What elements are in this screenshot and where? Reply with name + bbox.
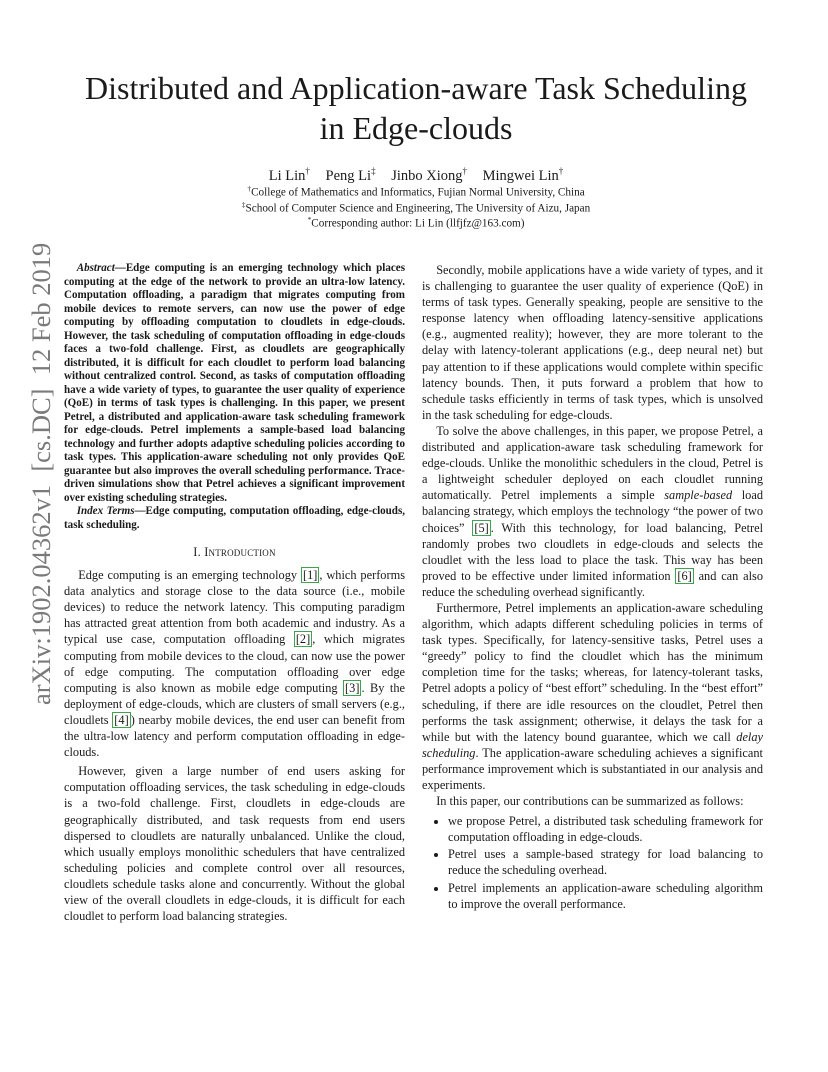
citation-link[interactable]: [3] (345, 680, 360, 695)
author: Jinbo Xiong† (391, 166, 467, 184)
list-item: • Petrel implements an application-aware scheduling algorithm to improve the overall performance. (448, 880, 763, 912)
title-line-2: in Edge-clouds (319, 110, 513, 146)
author: Peng Li‡ (325, 166, 376, 184)
citation-link[interactable]: [4] (114, 712, 129, 727)
arxiv-stamp-text: arXiv:1902.04362v1 [cs.DC] 12 Feb 2019 (26, 242, 56, 705)
corresponding-author: *Corresponding author: Li Lin (llfjfz@163.com) (307, 215, 525, 230)
intro-paragraph-3: Secondly, mobile applications have a wide variety of types, and it is challenging to guarantee the user quality of experience (QoE) in terms of task types. Generally speaking, people are sensitive to the response latency when offloading latency-sensitive applications (e.g., augmented reality); however, they are more tolerant to the delay with latency-tolerant applications (e.g., deep neural net) but pay attention to if these applications would complete within specific latency bounds. Then, it puts forward a problem that how to schedule tasks efficiently in terms of task types, which is unsolved in the task scheduling for edge-clouds. (422, 263, 763, 422)
author: Mingwei Lin† (482, 166, 564, 184)
title-line-1: Distributed and Application-aware Task Scheduling (85, 70, 747, 106)
citation-link[interactable]: [6] (677, 568, 692, 583)
abstract (64, 262, 405, 532)
author: Li Lin† (268, 166, 310, 184)
abstract-label: Abstract (76, 262, 115, 274)
intro-paragraph-5: Furthermore, Petrel implements an application-aware scheduling algorithm, which adapts different scheduling policies in terms of task types. Specifically, for latency-sensitive tasks, Petrel uses a “greedy” policy to find the cloudlet which has the minimum completion time for the tasks; whereas, for latency-tolerant tasks, Petrel adopts a policy of “best effort” scheduling. In the “best effort” scheduling, if there are idle resources on the cloudlet, Petrel then performs the task assignment; otherwise, it delays the task for a while but with the latency bound guarantee, which we call delay scheduling. The application-aware scheduling achieves a significant performance improvement which is substantiated in our analysis and experiments. (422, 600, 763, 792)
list-item: • Petrel uses a sample-based strategy for load balancing to reduce the scheduling overhead. (448, 846, 763, 878)
index-terms-label: Index Terms (76, 505, 135, 517)
intro-paragraph-4: To solve the above challenges, in this paper, we propose Petrel, a distributed and application-aware task scheduling framework for edge-clouds. Unlike the monolithic schedulers in the cloud, Petrel is a lightweight scheduler deployed on each cloudlet running automatically. Petrel implements a simple sample-based load balancing strategy, which employs the technology “the power of two choices” [5] . With this technology, for load balancing, Petrel randomly probes two cloudlets in edge-clouds and selects the cloudlet with the less load to place the task. This way has been proved to be effective under limited information [6] and can also reduce the scheduling overhead significantly. (422, 423, 764, 599)
list-item: • we propose Petrel, a distributed task scheduling framework for computation offloading in edge-clouds. (448, 813, 763, 845)
citation-link[interactable]: [1] (302, 568, 318, 583)
left-column (64, 262, 405, 924)
contribution-list (422, 813, 763, 912)
intro-paragraph-1: Edge computing is an emerging technology [1] , which performs data analytics and storage close to the data source (i.e., mobile devices) to reduce the network latency. This computing paradigm has attracted great attention from both academic and industry. As a typical use case, computation offloading [2] , which migrates computing from mobile devices to the cloud, can now use the power of edge computing. The computation offloading over edge computing is also known as mobile edge computing [3] . By the deployment of edge-clouds, which are clusters of small servers (e.g., cloudlets [4] ) nearby mobile devices, the end user can benefit from the ultra-low latency and perform computation offloading in edge-clouds. (64, 568, 405, 760)
arxiv-side-stamp (14, 0, 58, 1072)
citation-link[interactable]: [2] (295, 632, 311, 647)
right-column (422, 262, 763, 913)
affiliation: †College of Mathematics and Informatics, Fujian Normal University, China (247, 184, 585, 199)
paper-title (60, 68, 772, 148)
intro-paragraph-6: In this paper, our contributions can be summarized as follows: (436, 794, 744, 809)
affiliation: ‡School of Computer Science and Engineering, The University of Aizu, Japan (241, 200, 591, 215)
intro-paragraph-2: However, given a large number of end users asking for computation offloading services, the task scheduling in edge-clouds is a two-fold challenge. First, cloudlets in edge-clouds are geographically distributed, and task requests from end users dispersed to cloudlets are naturally unbalanced. Unlike the cloud, which usually employs monolithic schedulers that have centralized scheduling policies and complete control over all resources, cloudlets schedule tasks alone and concurrently. Without the global view of the overall cloudlets in edge-clouds, it is difficult for each cloudlet to perform load balancing strategies. (64, 764, 405, 924)
index-terms: Index Terms—Edge computing, computation offloading, edge-clouds, task scheduling. (64, 505, 406, 531)
abstract-text: Abstract—Edge computing is an emerging technology which places computing at the edge of the network to provide an ultra-low latency. Computation offloading, a paradigm that migrates computing from mobile devices to remote servers, can now use the power of edge computing by offloading computation to cloudlets in edge-clouds. However, the task scheduling of computation offloading in edge-clouds faces a two-fold challenge. First, as cloudlets are geographically distributed, it is difficult for each cloudlet to perform load balancing without centralized control. Second, as tasks of computation offloading have a wide variety of types, to guarantee the user quality of experience (QoE) in terms of task types is challenging. In this paper, we present Petrel, a distributed and application-aware task scheduling framework for edge-clouds. Petrel implements a sample-based load balancing technology and further adopts adaptive scheduling policies according to task types. This application-aware scheduling not only provides QoE guarantee but also improves the overall scheduling performance. Trace-driven simulations show that Petrel achieves a significant improvement over existing scheduling strategies. (64, 262, 405, 504)
citation-link[interactable]: [5] (474, 520, 489, 535)
section-heading-introduction: I. Introduction (193, 545, 276, 559)
